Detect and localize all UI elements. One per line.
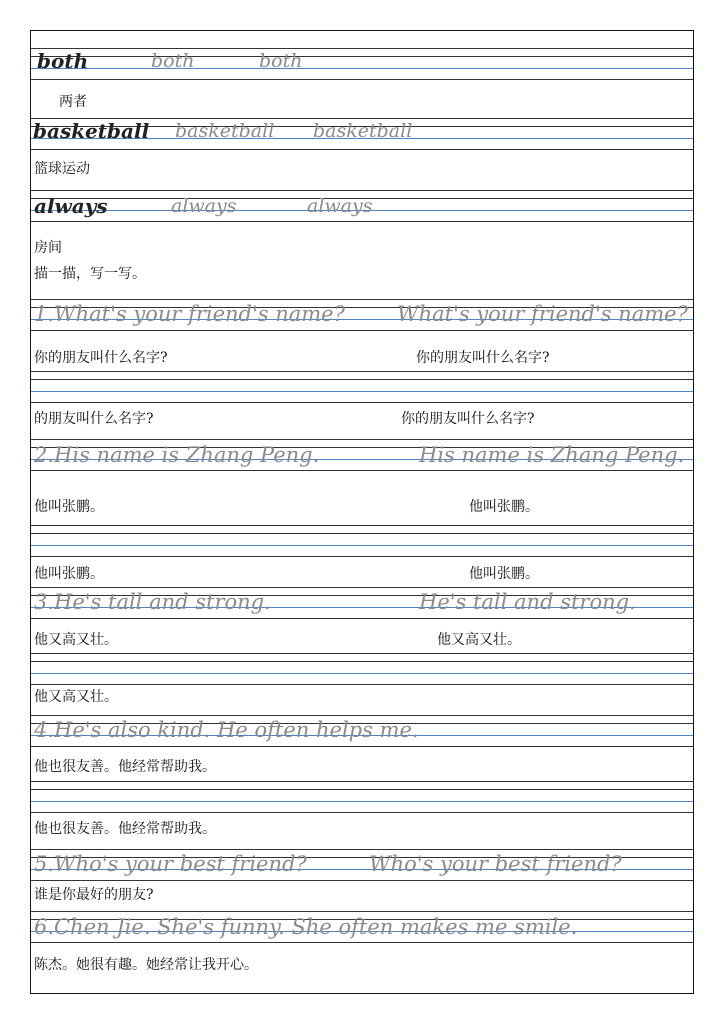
sentence-trace: 1.What's your friend's name?	[34, 302, 345, 326]
sentence-meaning: 谁是你最好的朋友?	[34, 887, 154, 903]
sentence-meaning: 你的朋友叫什么名字?	[401, 411, 535, 427]
sentence-meaning: 他又高又壮。	[34, 632, 118, 648]
worksheet	[30, 30, 694, 994]
sentence-meaning: 他叫张鹏。	[34, 499, 104, 515]
vocab-trace: basketball	[313, 120, 413, 142]
sentence-trace: Who's your best friend?	[369, 852, 622, 876]
sentence-trace: His name is Zhang Peng.	[419, 443, 685, 467]
vocab-word: always	[34, 194, 108, 218]
sentence-meaning: 他又高又壮。	[437, 632, 521, 648]
vocab-meaning: 篮球运动	[34, 161, 90, 177]
sentence-meaning: 你的朋友叫什么名字?	[416, 350, 550, 366]
sentence-meaning: 的朋友叫什么名字?	[34, 411, 154, 427]
sentence-trace: 3.He's tall and strong.	[34, 590, 271, 614]
sentence-meaning: 他也很友善。他经常帮助我。	[34, 821, 216, 837]
sentence-meaning: 他又高又壮。	[34, 689, 118, 705]
vocab-trace: always	[171, 195, 237, 217]
vocab-word: both	[37, 49, 89, 73]
sentence-meaning: 他叫张鹏。	[469, 499, 539, 515]
sentence-trace: 4.He's also kind. He often helps me.	[34, 718, 419, 742]
sentence-trace: 6.Chen Jie. She's funny. She often makes me smile.	[34, 915, 578, 939]
vocab-trace: both	[151, 50, 195, 72]
sentence-meaning: 陈杰。她很有趣。她经常让我开心。	[34, 957, 258, 973]
instruction: 描一描，写一写。	[34, 266, 146, 282]
vocab-trace: always	[307, 195, 373, 217]
vocab-meaning: 两者	[59, 94, 87, 110]
sentence-meaning: 他叫张鹏。	[34, 566, 104, 582]
sentence-meaning: 他也很友善。他经常帮助我。	[34, 759, 216, 775]
sentence-meaning: 你的朋友叫什么名字?	[34, 350, 168, 366]
vocab-word: basketball	[33, 119, 150, 143]
sentence-trace: He's tall and strong.	[419, 590, 636, 614]
sentence-trace: 5.Who's your best friend?	[34, 852, 307, 876]
vocab-trace: basketball	[175, 120, 275, 142]
vocab-trace: both	[259, 50, 303, 72]
vocab-meaning: 房间	[34, 240, 62, 256]
sentence-trace: 2.His name is Zhang Peng.	[34, 443, 320, 467]
sentence-meaning: 他叫张鹏。	[469, 566, 539, 582]
sentence-trace: What's your friend's name?	[397, 302, 688, 326]
